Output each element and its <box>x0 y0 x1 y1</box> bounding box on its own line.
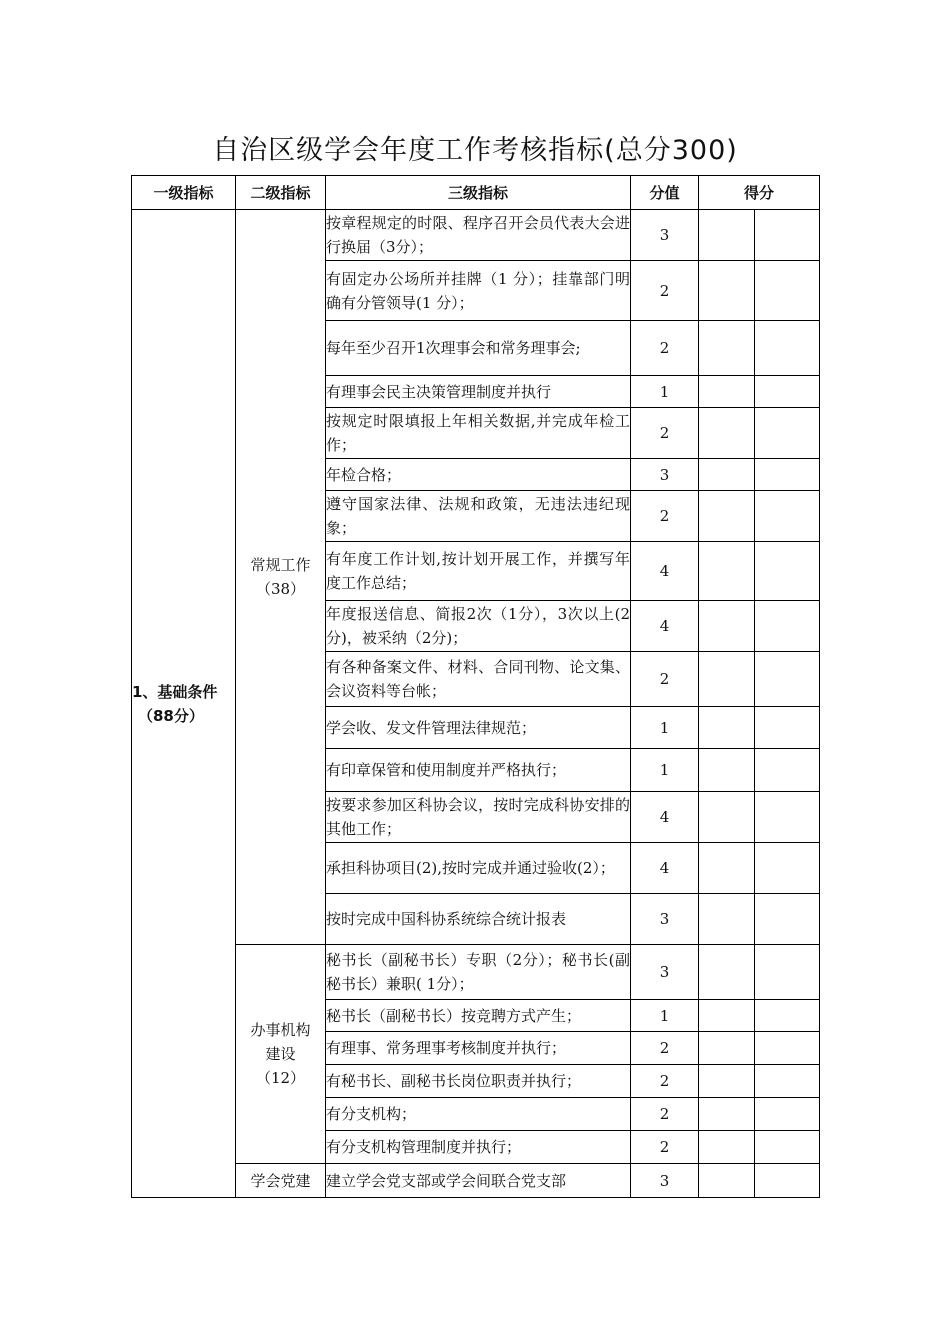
value-cell: 1 <box>631 707 699 749</box>
value-cell: 2 <box>631 652 699 707</box>
blank-cell <box>755 459 820 491</box>
value-cell: 3 <box>631 1164 699 1198</box>
blank-cell <box>755 843 820 894</box>
blank-cell <box>755 1164 820 1198</box>
level3-text: 有各种备案文件、材料、合同刊物、论文集、会议资料等台帐； <box>326 652 631 707</box>
score-cell[interactable] <box>699 1098 755 1131</box>
value-cell: 2 <box>631 261 699 321</box>
score-cell[interactable] <box>699 749 755 792</box>
level3-text: 有理事、常务理事考核制度并执行； <box>326 1032 631 1065</box>
value-cell: 4 <box>631 843 699 894</box>
blank-cell <box>755 491 820 542</box>
value-cell: 1 <box>631 376 699 408</box>
score-cell[interactable] <box>699 652 755 707</box>
blank-cell <box>755 1065 820 1098</box>
header-score: 得分 <box>699 176 820 210</box>
level3-text: 建立学会党支部或学会间联合党支部 <box>326 1164 631 1198</box>
blank-cell <box>755 601 820 652</box>
header-level2: 二级指标 <box>236 176 326 210</box>
level3-text: 每年至少召开1次理事会和常务理事会; <box>326 321 631 376</box>
value-cell: 1 <box>631 1000 699 1032</box>
table-row <box>132 1164 820 1198</box>
level3-text: 秘书长（副秘书长）按竞聘方式产生； <box>326 1000 631 1032</box>
value-cell: 3 <box>631 459 699 491</box>
value-cell: 3 <box>631 210 699 261</box>
score-cell[interactable] <box>699 945 755 1000</box>
value-cell: 3 <box>631 894 699 945</box>
blank-cell <box>755 652 820 707</box>
level2-cell-routine <box>236 210 326 945</box>
blank-cell <box>755 408 820 459</box>
blank-cell <box>755 542 820 601</box>
score-cell[interactable] <box>699 1164 755 1198</box>
blank-cell <box>755 1131 820 1164</box>
level2-cell-party <box>236 1164 326 1198</box>
level2-name: 学会党建 <box>250 1171 311 1190</box>
blank-cell <box>755 321 820 376</box>
level3-text: 年度报送信息、简报2次（1分），3次以上(2分)，被采纳（2分)； <box>326 601 631 652</box>
value-cell: 2 <box>631 408 699 459</box>
level3-text: 按章程规定的时限、程序召开会员代表大会进行换届（3分）； <box>326 210 631 261</box>
level3-text: 学会收、发文件管理法律规范； <box>326 707 631 749</box>
level1-cell <box>132 210 236 1198</box>
score-cell[interactable] <box>699 408 755 459</box>
score-cell[interactable] <box>699 261 755 321</box>
level2-name: 办事机构建设 <box>250 1021 311 1063</box>
level3-text: 有秘书长、副秘书长岗位职责并执行； <box>326 1065 631 1098</box>
score-cell[interactable] <box>699 1065 755 1098</box>
value-cell: 3 <box>631 945 699 1000</box>
level1-name: 1、基础条件 <box>132 682 218 701</box>
level1-points: （88分） <box>138 706 204 725</box>
score-cell[interactable] <box>699 1131 755 1164</box>
blank-cell <box>755 210 820 261</box>
assessment-table <box>131 175 820 1198</box>
level3-text: 秘书长（副秘书长）专职（2分）；秘书长(副秘书长）兼职( 1分）； <box>326 945 631 1000</box>
level3-text: 有分支机构； <box>326 1098 631 1131</box>
value-cell: 4 <box>631 542 699 601</box>
value-cell: 2 <box>631 1098 699 1131</box>
level2-points: （12） <box>255 1069 306 1087</box>
level3-text: 按时完成中国科协系统综合统计报表 <box>326 894 631 945</box>
score-cell[interactable] <box>699 843 755 894</box>
score-cell[interactable] <box>699 459 755 491</box>
blank-cell <box>755 945 820 1000</box>
level3-text: 有年度工作计划,按计划开展工作，并撰写年度工作总结； <box>326 542 631 601</box>
blank-cell <box>755 749 820 792</box>
blank-cell <box>755 894 820 945</box>
score-cell[interactable] <box>699 321 755 376</box>
header-level3: 三级指标 <box>326 176 631 210</box>
level3-text: 按要求参加区科协会议，按时完成科协安排的其他工作； <box>326 792 631 843</box>
level3-text: 承担科协项目(2),按时完成并通过验收(2）； <box>326 843 631 894</box>
level2-points: （38） <box>255 580 306 598</box>
value-cell: 2 <box>631 1065 699 1098</box>
level3-text: 有理事会民主决策管理制度并执行 <box>326 376 631 408</box>
table-header-row <box>132 176 820 210</box>
blank-cell <box>755 376 820 408</box>
table-row <box>132 945 820 1000</box>
score-cell[interactable] <box>699 542 755 601</box>
level2-name: 常规工作 <box>250 556 311 574</box>
blank-cell <box>755 792 820 843</box>
level3-text: 遵守国家法律、法规和政策，无违法违纪现象； <box>326 491 631 542</box>
blank-cell <box>755 1098 820 1131</box>
value-cell: 2 <box>631 1131 699 1164</box>
blank-cell <box>755 707 820 749</box>
score-cell[interactable] <box>699 601 755 652</box>
value-cell: 4 <box>631 792 699 843</box>
level3-text: 年检合格； <box>326 459 631 491</box>
value-cell: 1 <box>631 749 699 792</box>
blank-cell <box>755 1032 820 1065</box>
value-cell: 2 <box>631 321 699 376</box>
score-cell[interactable] <box>699 491 755 542</box>
blank-cell <box>755 1000 820 1032</box>
level3-text: 按规定时限填报上年相关数据,并完成年检工作； <box>326 408 631 459</box>
level3-text: 有固定办公场所并挂牌（1 分）；挂靠部门明确有分管领导(1 分）； <box>326 261 631 321</box>
level3-text: 有印章保管和使用制度并严格执行； <box>326 749 631 792</box>
level3-text: 有分支机构管理制度并执行； <box>326 1131 631 1164</box>
blank-cell <box>755 261 820 321</box>
score-cell[interactable] <box>699 1032 755 1065</box>
table-row <box>132 210 820 261</box>
score-cell[interactable] <box>699 792 755 843</box>
header-value: 分值 <box>631 176 699 210</box>
score-cell[interactable] <box>699 1000 755 1032</box>
page-title: 自治区级学会年度工作考核指标(总分300) <box>212 135 738 166</box>
value-cell: 2 <box>631 1032 699 1065</box>
header-level1: 一级指标 <box>132 176 236 210</box>
value-cell: 4 <box>631 601 699 652</box>
score-cell[interactable] <box>699 376 755 408</box>
score-cell[interactable] <box>699 210 755 261</box>
score-cell[interactable] <box>699 707 755 749</box>
score-cell[interactable] <box>699 894 755 945</box>
level2-cell-office <box>236 945 326 1164</box>
value-cell: 2 <box>631 491 699 542</box>
